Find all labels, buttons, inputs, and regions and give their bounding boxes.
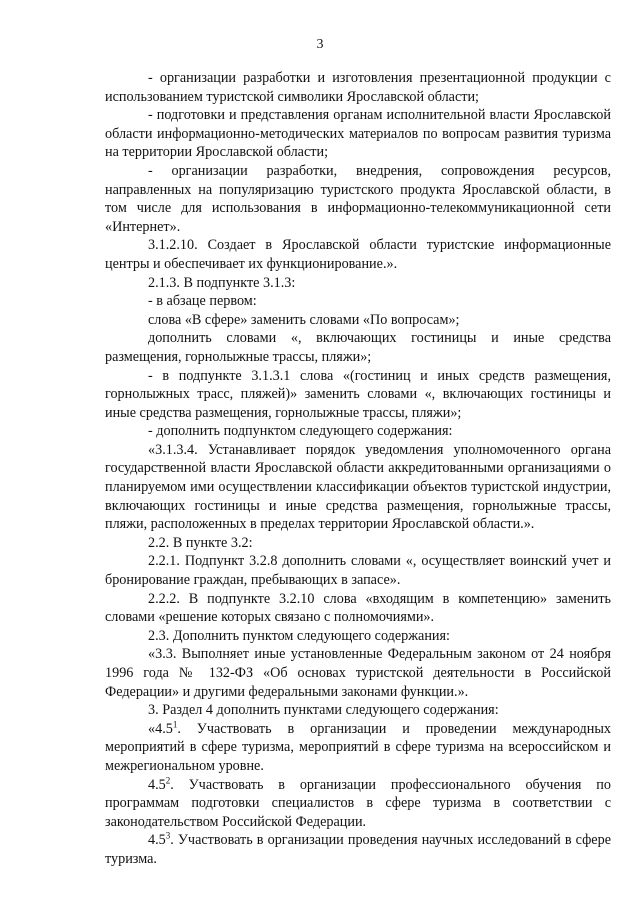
paragraph: 2.3. Дополнить пунктом следующего содержания: xyxy=(148,627,450,644)
paragraph: «3.1.3.4. Устанавливает порядок уведомления уполномоченного органа государственной власти Ярославской области аккредитованными организациями о планируемом ими осуществлении классификации объектов туристской индустрии, включающих гостиницы и иные средства размещения, горнолыжные трассы, пляжи, расположенных в пределах территории Ярославской области.». xyxy=(105,441,611,533)
paragraph: 3.1.2.10. Создает в Ярославской области туристские информационные центры и обеспечивает их функционирование.». xyxy=(105,237,611,272)
paragraph: - организации разработки и изготовления презентационной продукции с использованием туристской символики Ярославской области; xyxy=(105,70,611,105)
superscript: 2 xyxy=(165,774,171,785)
superscript: 3 xyxy=(165,830,171,841)
paragraph: - в абзаце первом: xyxy=(148,293,257,310)
paragraph: 3. Раздел 4 дополнить пунктами следующего содержания: xyxy=(148,702,499,719)
paragraph-item-4-5-1 xyxy=(105,720,611,776)
item-text: . Участвовать в организации и проведении международных мероприятий в сфере туризма, мероприятий в сфере туризма на всероссийском и межрегиональном уровне. xyxy=(105,720,611,774)
paragraph: 2.1.3. В подпункте 3.1.3: xyxy=(148,274,296,291)
document-body xyxy=(105,69,611,869)
paragraph: «3.3. Выполняет иные установленные Федеральным законом от 24 ноября 1996 года № 132-ФЗ «Об основах туристской деятельности в Российской Федерации» и другими федеральными законами функции.». xyxy=(105,646,611,700)
item-text: . Участвовать в организации профессионального обучения по программам подготовки специалистов в сфере туризма в соответствии с законодательством Российской Федерации. xyxy=(105,776,611,830)
paragraph: дополнить словами «, включающих гостиницы и иные средства размещения, горнолыжные трассы, пляжи»; xyxy=(105,330,611,365)
item-number: 4.5 xyxy=(148,776,166,793)
paragraph: 2.2. В пункте 3.2: xyxy=(148,534,253,551)
paragraph: - в подпункте 3.1.3.1 слова «(гостиниц и иных средств размещения, горнолыжных трасс, пляжей)» заменить словами «, включающих гостиницы и иные средства размещения, горнолыжные трассы, пляжи»; xyxy=(105,367,611,421)
paragraph: 2.2.2. В подпункте 3.2.10 слова «входящим в компетенцию» заменить словами «решение которых связано с полномочиями». xyxy=(105,590,611,626)
paragraph: слова «В сфере» заменить словами «По вопросам»; xyxy=(148,311,460,328)
paragraph: 2.2.1. Подпункт 3.2.8 дополнить словами «, осуществляет воинский учет и бронирование граждан, пребывающих в запасе». xyxy=(105,553,611,589)
page-number: 3 xyxy=(316,37,324,52)
paragraph: - подготовки и представления органам исполнительной власти Ярославской области информационно-методических материалов по вопросам развития туризма на территории Ярославской области; xyxy=(105,107,611,161)
item-number: 4.5 xyxy=(148,832,166,849)
paragraph-item-4-5-3 xyxy=(105,831,611,868)
paragraph: - дополнить подпунктом следующего содержания: xyxy=(148,423,453,440)
superscript: 1 xyxy=(172,719,178,730)
paragraph-item-4-5-2 xyxy=(105,776,611,832)
item-text: . Участвовать в организации проведения научных исследований в сфере туризма. xyxy=(105,832,611,867)
item-number: «4.5 xyxy=(148,720,173,737)
paragraph: - организации разработки, внедрения, сопровождения ресурсов, направленных на популяризацию туристского продукта Ярославской области, в том числе для использования в информационно-телекоммуникационной сети «Интернет». xyxy=(105,162,611,235)
